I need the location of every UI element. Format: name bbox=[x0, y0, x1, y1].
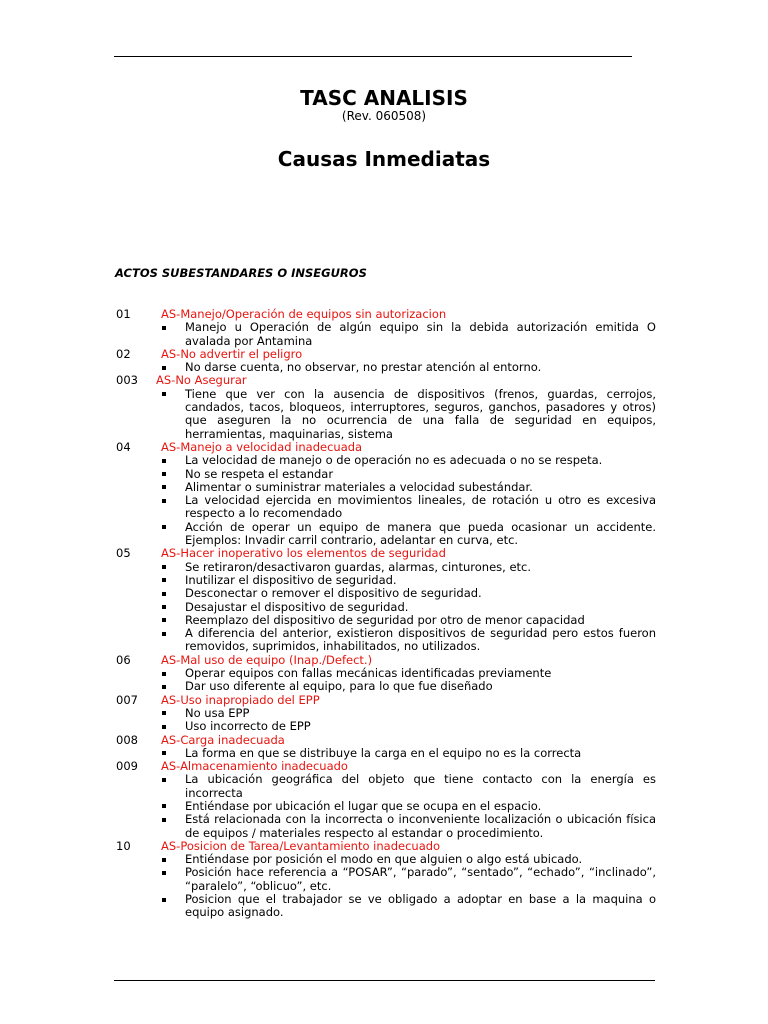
cause-bullet-text: Operar equipos con fallas mecánicas identificadas previamente bbox=[185, 666, 552, 681]
cause-bullet bbox=[116, 388, 656, 441]
square-bullet-icon bbox=[162, 525, 166, 529]
cause-bullet-text: No se respeta el estandar bbox=[185, 466, 334, 481]
square-bullet-icon bbox=[162, 618, 166, 622]
square-bullet-icon bbox=[162, 778, 166, 782]
cause-name: AS-Hacer inoperativo los elementos de seguridad bbox=[161, 546, 446, 561]
cause-bullet-text: Dar uso diferente al equipo, para lo que fue diseñado bbox=[185, 679, 493, 694]
cause-bullet-text: Entiéndase por posición el modo en que alguien o algo está ubicado. bbox=[185, 852, 583, 867]
cause-item-header bbox=[116, 654, 656, 667]
cause-code: 04 bbox=[116, 439, 131, 454]
cause-bullet-text: Tiene que ver con la ausencia de dispositivos (frenos, guardas, cerrojos, candados, tacos, bloqueos, interruptores, seguros, ganchos, pasadores y otros) que aseguren la no ocurrencia de una falla de seguridad en equipos, herramientas, maquinarias, sistema bbox=[185, 386, 656, 441]
cause-bullet bbox=[116, 853, 656, 866]
cause-bullet-list bbox=[116, 747, 656, 760]
square-bullet-icon bbox=[162, 366, 166, 370]
cause-bullet-text: Desajustar el dispositivo de seguridad. bbox=[185, 599, 409, 614]
cause-code: 007 bbox=[116, 692, 138, 707]
cause-item bbox=[116, 308, 656, 348]
cause-code: 01 bbox=[116, 307, 131, 321]
cause-bullet-list bbox=[116, 454, 656, 547]
cause-item bbox=[116, 547, 656, 653]
cause-bullet bbox=[116, 866, 656, 893]
cause-name: AS-Manejo/Operación de equipos sin autorizacion bbox=[161, 307, 447, 321]
cause-code: 003 bbox=[116, 373, 138, 388]
square-bullet-icon bbox=[162, 392, 166, 396]
square-bullet-icon bbox=[162, 751, 166, 755]
cause-code: 008 bbox=[116, 732, 138, 747]
cause-bullet-list bbox=[116, 773, 656, 839]
cause-item bbox=[116, 734, 656, 761]
cause-bullet bbox=[116, 454, 656, 467]
cause-bullet-text: No darse cuenta, no observar, no prestar atención al entorno. bbox=[185, 360, 542, 375]
cause-bullet-text: La velocidad ejercida en movimientos lineales, de rotación u otro es excesiva respecto a lo recomendado bbox=[185, 493, 656, 521]
cause-code: 10 bbox=[116, 838, 131, 853]
cause-bullet bbox=[116, 494, 656, 521]
square-bullet-icon bbox=[162, 685, 166, 689]
cause-bullet-text: Entiéndase por ubicación el lugar que se ocupa en el espacio. bbox=[185, 798, 542, 813]
cause-name: AS-Mal uso de equipo (Inap./Defect.) bbox=[161, 652, 373, 667]
square-bullet-icon bbox=[162, 485, 166, 489]
cause-bullet bbox=[116, 574, 656, 587]
cause-bullet-text: Desconectar o remover el dispositivo de seguridad. bbox=[185, 586, 482, 601]
cause-bullet bbox=[116, 813, 656, 840]
cause-bullet-text: Uso incorrecto de EPP bbox=[185, 719, 311, 734]
top-divider bbox=[114, 56, 632, 57]
bottom-divider bbox=[114, 980, 655, 981]
cause-bullet bbox=[116, 468, 656, 481]
square-bullet-icon bbox=[162, 711, 166, 715]
cause-bullet bbox=[116, 601, 656, 614]
cause-code: 05 bbox=[116, 546, 131, 561]
cause-list bbox=[116, 308, 656, 920]
cause-bullet-list bbox=[116, 853, 656, 919]
cause-bullet bbox=[116, 707, 656, 720]
cause-item-header bbox=[116, 694, 656, 707]
cause-bullet bbox=[116, 481, 656, 494]
cause-name: AS-Almacenamiento inadecuado bbox=[161, 759, 348, 774]
cause-item bbox=[116, 840, 656, 920]
cause-bullet-text: Está relacionada con la incorrecta o inconveniente localización o ubicación física de equipos / materiales respecto al estandar o procedimiento. bbox=[185, 812, 656, 840]
cause-bullet bbox=[116, 521, 656, 548]
cause-name: AS-No Asegurar bbox=[156, 373, 247, 388]
cause-item bbox=[116, 694, 656, 734]
cause-name: AS-Uso inapropiado del EPP bbox=[161, 692, 320, 707]
cause-bullet bbox=[116, 321, 656, 348]
cause-bullet-text: La ubicación geográfica del objeto que tiene contacto con la energía es incorrecta bbox=[185, 772, 656, 800]
cause-item bbox=[116, 348, 656, 375]
cause-item bbox=[116, 760, 656, 840]
cause-name: AS-No advertir el peligro bbox=[161, 346, 303, 361]
cause-bullet-text: Manejo u Operación de algún equipo sin la debida autorización emitida O avalada por Antamina bbox=[185, 320, 656, 348]
cause-item-header bbox=[116, 840, 656, 853]
cause-bullet-text: No usa EPP bbox=[185, 705, 250, 720]
cause-item-header bbox=[116, 441, 656, 454]
cause-bullet bbox=[116, 747, 656, 760]
square-bullet-icon bbox=[162, 871, 166, 875]
cause-bullet-list bbox=[116, 361, 656, 374]
cause-bullet-list bbox=[116, 561, 656, 654]
section-heading: ACTOS SUBESTANDARES O INSEGUROS bbox=[115, 266, 367, 280]
cause-bullet-text: Reemplazo del dispositivo de seguridad por otro de menor capacidad bbox=[185, 612, 585, 627]
cause-bullet-text: Posición hace referencia a “POSAR”, “parado”, “sentado”, “echado”, “inclinado”, “paralelo”, “oblicuo”, etc. bbox=[185, 865, 656, 893]
cause-item bbox=[116, 441, 656, 547]
square-bullet-icon bbox=[162, 818, 166, 822]
square-bullet-icon bbox=[162, 898, 166, 902]
cause-bullet-list bbox=[116, 667, 656, 694]
cause-name: AS-Manejo a velocidad inadecuada bbox=[161, 439, 363, 454]
document-title: TASC ANALISIS bbox=[300, 86, 468, 110]
square-bullet-icon bbox=[162, 804, 166, 808]
square-bullet-icon bbox=[162, 592, 166, 596]
cause-item-header bbox=[116, 348, 656, 361]
cause-bullet bbox=[116, 800, 656, 813]
cause-item-header bbox=[116, 734, 656, 747]
cause-bullet bbox=[116, 893, 656, 920]
cause-code: 06 bbox=[116, 652, 131, 667]
revision-label: (Rev. 060508) bbox=[341, 109, 427, 123]
cause-bullet bbox=[116, 680, 656, 693]
square-bullet-icon bbox=[162, 499, 166, 503]
square-bullet-icon bbox=[162, 565, 166, 569]
square-bullet-icon bbox=[162, 672, 166, 676]
cause-item-header bbox=[116, 760, 656, 773]
cause-code: 02 bbox=[116, 346, 131, 361]
square-bullet-icon bbox=[162, 326, 166, 330]
square-bullet-icon bbox=[162, 632, 166, 636]
cause-item-header bbox=[116, 374, 656, 387]
square-bullet-icon bbox=[162, 472, 166, 476]
cause-bullet bbox=[116, 627, 656, 654]
cause-bullet bbox=[116, 561, 656, 574]
cause-bullet bbox=[116, 614, 656, 627]
cause-bullet-text: Alimentar o suministrar materiales a velocidad subestándar. bbox=[185, 479, 533, 494]
cause-bullet-text: Inutilizar el dispositivo de seguridad. bbox=[185, 572, 397, 587]
cause-bullet-text: La velocidad de manejo o de operación no es adecuada o no se respeta. bbox=[185, 453, 603, 468]
cause-bullet bbox=[116, 587, 656, 600]
cause-bullet-text: La forma en que se distribuye la carga en el equipo no es la correcta bbox=[185, 745, 582, 760]
cause-bullet bbox=[116, 773, 656, 800]
cause-bullet-list bbox=[116, 321, 656, 348]
cause-bullet-text: A diferencia del anterior, existieron dispositivos de seguridad pero estos fueron removidos, suprimidos, inhabilitados, no utilizados. bbox=[185, 626, 656, 654]
cause-item-header bbox=[116, 308, 656, 321]
square-bullet-icon bbox=[162, 459, 166, 463]
cause-bullet-text: Se retiraron/desactivaron guardas, alarmas, cinturones, etc. bbox=[185, 559, 532, 574]
square-bullet-icon bbox=[162, 725, 166, 729]
square-bullet-icon bbox=[162, 605, 166, 609]
cause-item bbox=[116, 654, 656, 694]
cause-bullet bbox=[116, 667, 656, 680]
cause-code: 009 bbox=[116, 759, 138, 774]
square-bullet-icon bbox=[162, 578, 166, 582]
square-bullet-icon bbox=[162, 858, 166, 862]
cause-bullet bbox=[116, 720, 656, 733]
cause-bullet bbox=[116, 361, 656, 374]
cause-bullet-list bbox=[116, 707, 656, 734]
cause-bullet-text: Acción de operar un equipo de manera que pueda ocasionar un accidente. Ejemplos: Invadir carril contrario, adelantar en curva, etc. bbox=[185, 519, 656, 548]
cause-bullet-text: Posicion que el trabajador se ve obligado a adoptar en base a la maquina o equipo asignado. bbox=[185, 892, 656, 920]
cause-item bbox=[116, 374, 656, 440]
cause-item-header bbox=[116, 547, 656, 560]
cause-name: AS-Carga inadecuada bbox=[161, 732, 285, 747]
document-subtitle: Causas Inmediatas bbox=[277, 147, 491, 171]
cause-bullet-list bbox=[116, 388, 656, 441]
cause-name: AS-Posicion de Tarea/Levantamiento inadecuado bbox=[161, 838, 441, 853]
